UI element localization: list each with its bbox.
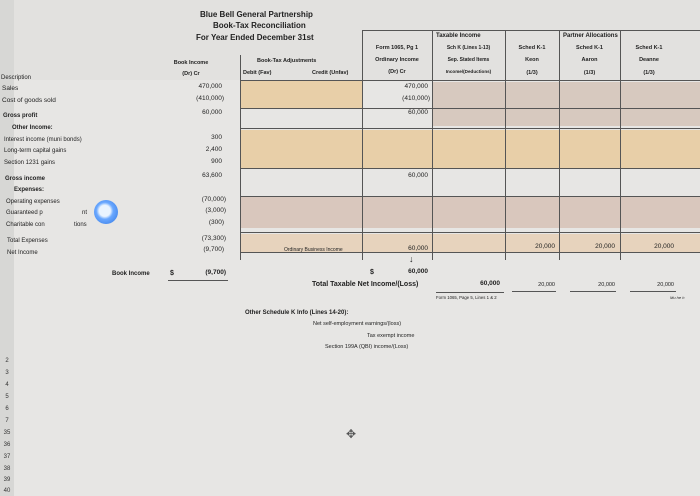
row-label-description: Description [1, 75, 32, 81]
aaron-header-2: Aaron [581, 57, 598, 63]
row-number: 6 [5, 406, 9, 412]
row-number: 38 [3, 466, 11, 472]
grid-line [432, 30, 433, 260]
row-label-opex: Operating expenses [6, 199, 60, 205]
underline [512, 291, 556, 292]
schk-header-1: Sch K (Lines 1-13) [446, 45, 491, 51]
deanne-total: 20,000 [657, 282, 674, 288]
grid-line [362, 30, 700, 31]
debit-header: Debit (Fav) [243, 70, 272, 76]
grid-line [240, 232, 700, 233]
cell-ni-ord: 60,000 [408, 245, 428, 252]
keon-header-2: Keon [525, 57, 539, 63]
grid-line [240, 196, 700, 197]
row-label-other-income: Other Income: [12, 125, 53, 131]
cell-sales-book: 470,000 [198, 83, 222, 90]
grid-line [240, 168, 700, 169]
underline [630, 291, 676, 292]
aaron-total: 20,000 [598, 282, 615, 288]
underline [168, 280, 228, 281]
obi-label: Ordinary Business Income [284, 247, 343, 253]
deanne-header-1: Sched K-1 [635, 45, 663, 51]
cell-guar-book: (3,000) [205, 207, 226, 214]
keon-header-1: Sched K-1 [518, 45, 546, 51]
row-number: 36 [3, 442, 11, 448]
cell-char-book: (300) [208, 219, 224, 226]
dollar-sign-book: $ [170, 270, 174, 277]
cell-gi-ord: 60,000 [408, 172, 428, 179]
row-number: 39 [3, 477, 11, 483]
deanne-header-2: Deanne [639, 57, 659, 63]
row-label-interest: Interest income (muni bonds) [4, 137, 82, 143]
row-label-cogs: Cost of goods sold [2, 97, 56, 104]
keon-header-3: (1/3) [526, 70, 538, 76]
grid-line [362, 30, 363, 260]
adjust-column-shading [240, 80, 362, 108]
cell-cogs-book: (410,000) [196, 95, 224, 102]
cell-total-exp-book: (73,300) [201, 235, 226, 242]
title-line-3: For Year Ended December 31st [196, 33, 314, 42]
row-number: 37 [3, 454, 11, 460]
form1065-header-1: Form 1065, Pg 1 [375, 45, 419, 51]
grid-line [240, 80, 700, 81]
row-label-charitable: Charitable con [6, 222, 45, 228]
underline [436, 292, 504, 293]
self-employment-label: Net self-employment earnings/(loss) [313, 321, 402, 327]
form-reference: Form 1065, Page 5, Lines 1 & 2 [436, 295, 497, 300]
row-number: 7 [5, 418, 9, 424]
row-number: 4 [5, 382, 9, 388]
grid-line [240, 108, 700, 109]
deanne-header-3: (1/3) [643, 70, 655, 76]
schk-header-3: Income/(Deductions) [445, 69, 492, 74]
row-number: 35 [3, 430, 11, 436]
other-info-title: Other Schedule K Info (Lines 14-20): [245, 310, 349, 316]
tax-exempt-label: Tax exempt income [367, 333, 415, 339]
sch-k-shading-top [432, 82, 700, 126]
row-label-expenses: Expenses: [14, 187, 45, 193]
form1065-header-3: (Dr) Cr [388, 69, 406, 75]
move-cursor-icon: ✥ [346, 427, 357, 441]
cell-ni-keon: 20,000 [535, 243, 555, 250]
book-income-label: Book Income [112, 271, 150, 277]
cell-ni-deanne: 20,000 [654, 243, 674, 250]
dollar-sign-taxable: $ [370, 269, 374, 276]
cell-interest-book: 300 [211, 134, 222, 141]
taxable-income-header: Taxable Income [436, 33, 481, 39]
row-label-ltcg: Long-term capital gains [4, 148, 67, 154]
row-label-gross-income: Gross income [5, 176, 46, 182]
row-label-guaranteed-tail: nt [82, 210, 88, 216]
row-number: 2 [5, 358, 9, 364]
grid-line [505, 30, 506, 260]
total-taxable-value: 60,000 [480, 280, 500, 287]
arrow-value: 60,000 [408, 268, 428, 275]
row-label-guaranteed: Guaranteed p [6, 210, 43, 216]
cell-gp-book: 60,000 [202, 109, 222, 116]
margin-note: Mu he h [670, 295, 685, 300]
row-label-gross-profit: Gross profit [3, 113, 38, 119]
grid-line [559, 30, 560, 260]
cell-ltcg-book: 2,400 [205, 146, 222, 153]
cell-sec1231-book: 900 [211, 158, 222, 165]
cell-ni-aaron: 20,000 [595, 243, 615, 250]
grid-line [240, 55, 241, 260]
aaron-header-3: (1/3) [583, 70, 596, 76]
form1065-header-2: Ordinary Income [375, 57, 419, 63]
aaron-header-1: Sched K-1 [576, 45, 603, 51]
touch-indicator-icon [94, 200, 118, 224]
title-line-1: Blue Bell General Partnership [200, 10, 313, 19]
cell-opex-book: (70,000) [201, 196, 226, 203]
keon-total: 20,000 [538, 282, 555, 288]
header-shading [14, 0, 700, 80]
row-number: 40 [3, 488, 11, 494]
grid-line [240, 128, 700, 129]
expenses-shading [240, 196, 700, 228]
underline [570, 291, 616, 292]
schk-header-2: Sep. Stated Items [447, 57, 490, 63]
adjustments-header: Book-Tax Adjustments [257, 58, 317, 64]
grid-line [620, 30, 621, 260]
credit-header: Credit (Unfav) [312, 70, 349, 76]
row-label-sec1231: Section 1231 gains [4, 160, 56, 166]
cell-sales-ord: 470,000 [404, 83, 428, 90]
row-label-sales: Sales [2, 85, 19, 92]
row-label-net-income: Net Income [7, 250, 38, 256]
cell-gp-ord: 60,000 [408, 109, 428, 116]
partner-allocations-header: Partner Allocations [563, 33, 618, 39]
other-income-shading [240, 130, 700, 168]
title-line-2: Book-Tax Reconciliation [213, 21, 306, 30]
row-number: 5 [5, 394, 9, 400]
sec199a-label: Section 199A (QBI) income/(Loss) [325, 344, 409, 350]
row-label-total-expenses: Total Expenses [7, 238, 48, 244]
book-income-value: (9,700) [205, 269, 226, 276]
total-taxable-label: Total Taxable Net Income/(Loss) [312, 281, 419, 288]
book-income-header-1: Book Income [173, 60, 209, 66]
book-income-header-2: (Dr) Cr [182, 71, 200, 77]
cell-gi-book: 63,600 [202, 172, 222, 179]
cell-cogs-ord: (410,000) [402, 95, 430, 102]
cell-ni-book: (9,700) [203, 246, 224, 253]
row-label-charitable-tail: tions [74, 222, 87, 228]
row-number: 3 [5, 370, 9, 376]
down-arrow-icon: ↓ [409, 254, 414, 264]
